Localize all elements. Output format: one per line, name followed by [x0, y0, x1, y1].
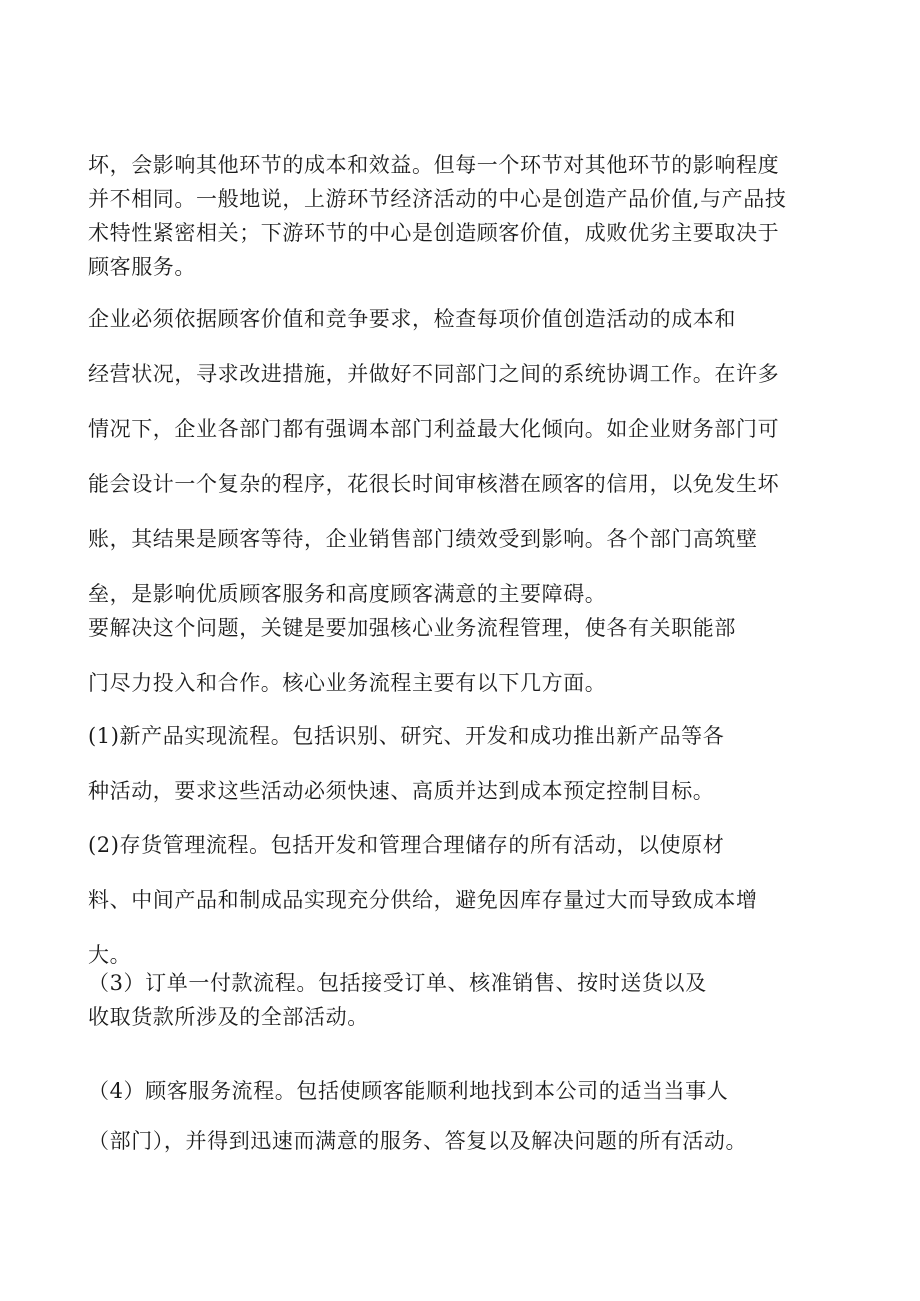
paragraph-core-processes: 要解决这个问题，关键是要加强核心业务流程管理，使各有关职能部 门尽力投入和合作。核心业务流程主要有以下几方面。 — [88, 616, 736, 695]
paragraph-new-product-process: (1)新产品实现流程。包括识别、研究、开发和成功推出新产品等各 种活动，要求这些活动必须快速、高质并达到成本预定控制目标。 — [88, 724, 725, 803]
paragraph-customer-service-process: （4）顾客服务流程。包括使顾客能顺利地找到本公司的适当当事人 （部门），并得到迅速而满意的服务、答复以及解决问题的所有活动。 — [88, 1079, 748, 1153]
paragraph-value-chain-intro: 坏，会影响其他环节的成本和效益。但每一个环节对其他环节的影响程度 并不相同。一般地说，上游环节经济活动的中心是创造产品价值,与产品技 术特性紧密相关；下游环节的中心是创造顾客价值，成败优劣主要取决于 顾客服务。 — [88, 153, 787, 279]
paragraph-order-payment-process: （3）订单一付款流程。包括接受订单、核准销售、按时送货以及 收取货款所涉及的全部活动。 — [88, 971, 707, 1029]
paragraph-department-coordination: 企业必须依据顾客价值和竞争要求，检查每项价值创造活动的成本和 经营状况，寻求改进措施，并做好不同部门之间的系统协调工作。在许多 情况下，企业各部门都有强调本部门利益最大化倾向。如企业财务部门可 能会设计一个复杂的程序，花很长时间审核潜在顾客的信用，以免发生坏 账，其结果是顾客等待，企业销售部门绩效受到影响。各个部门高筑壁 垒，是影响优质顾客服务和高度顾客满意的主要障碍。 — [88, 307, 780, 606]
paragraph-inventory-process: (2)存货管理流程。包括开发和管理合理储存的所有活动，以使原材 料、中间产品和制成品实现充分供给，避免因库存量过大而导致成本增 大。 — [88, 833, 758, 967]
